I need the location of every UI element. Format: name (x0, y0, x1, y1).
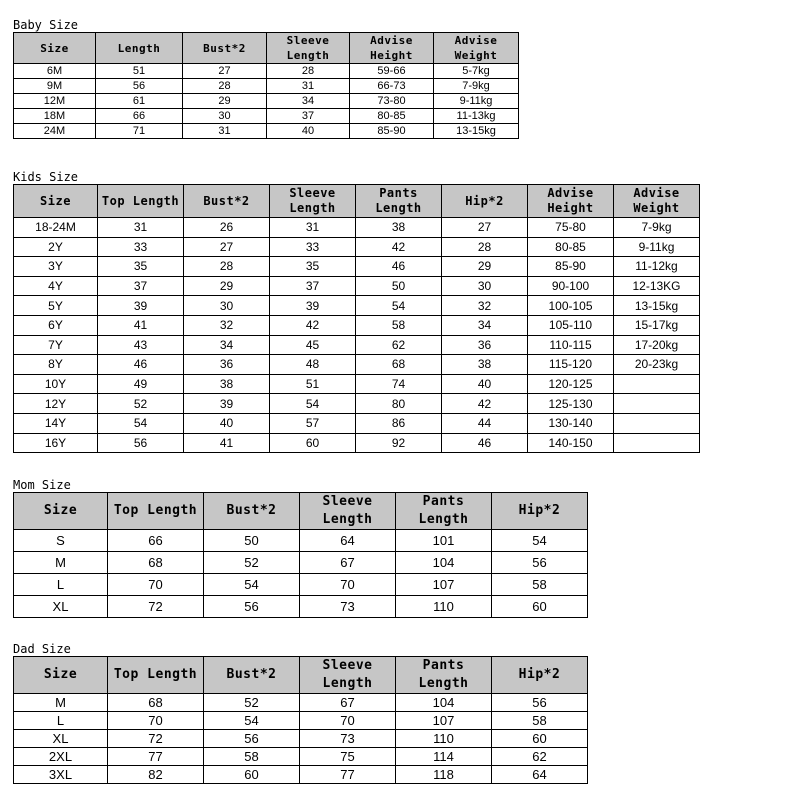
table-cell: 27 (442, 218, 528, 238)
column-header (270, 185, 356, 218)
size-cell: 3Y (14, 257, 98, 277)
column-header (14, 185, 98, 218)
table-cell: 46 (442, 433, 528, 453)
table-cell: 64 (492, 766, 588, 784)
table-cell: 90-100 (528, 276, 614, 296)
table-cell: 85-90 (528, 257, 614, 277)
table-cell: 70 (300, 712, 396, 730)
size-cell: 12M (14, 94, 96, 109)
table-cell: 125-130 (528, 394, 614, 414)
column-header-line: Advise (633, 186, 680, 200)
column-header-line: Hip*2 (518, 667, 561, 682)
table-cell: 34 (267, 94, 350, 109)
column-header-line: Pants (422, 658, 465, 673)
table-cell: 33 (98, 237, 184, 257)
table-cell: 31 (270, 218, 356, 238)
size-cell: 6Y (14, 315, 98, 335)
table-cell: 44 (442, 413, 528, 433)
column-header (14, 33, 96, 64)
column-header-line: Size (40, 193, 71, 208)
table-cell: 27 (183, 64, 267, 79)
table-cell (614, 413, 700, 433)
kids-size-section (13, 170, 700, 453)
table-row (14, 748, 588, 766)
table-cell: 118 (396, 766, 492, 784)
column-header-line: Length (418, 676, 469, 691)
table-cell: 50 (204, 530, 300, 552)
table-cell: 67 (300, 694, 396, 712)
table-cell: 52 (204, 552, 300, 574)
table-cell: 73 (300, 596, 396, 618)
table-cell: 104 (396, 552, 492, 574)
table-cell (614, 433, 700, 453)
table-cell: 9-11kg (434, 94, 519, 109)
size-cell: 10Y (14, 374, 98, 394)
column-header-line: Hip*2 (465, 193, 504, 208)
table-cell: 51 (96, 64, 183, 79)
header-row (14, 493, 588, 530)
table-cell: 64 (300, 530, 396, 552)
table-row (14, 433, 700, 453)
table-row (14, 315, 700, 335)
table-cell: 28 (184, 257, 270, 277)
column-header-line: Advise (547, 186, 594, 200)
table-cell (614, 374, 700, 394)
column-header (350, 33, 434, 64)
table-cell: 70 (300, 574, 396, 596)
size-cell: 16Y (14, 433, 98, 453)
size-cell: 18M (14, 109, 96, 124)
table-cell: 40 (184, 413, 270, 433)
column-header (492, 493, 588, 530)
table-cell: 110-115 (528, 335, 614, 355)
table-cell: 73 (300, 730, 396, 748)
table-cell: 120-125 (528, 374, 614, 394)
column-header-line: Bust*2 (226, 503, 277, 518)
table-cell: 56 (204, 730, 300, 748)
column-header (96, 33, 183, 64)
table-cell: 68 (108, 552, 204, 574)
table-cell: 110 (396, 730, 492, 748)
column-header (492, 657, 588, 694)
column-header (396, 657, 492, 694)
table-cell: 114 (396, 748, 492, 766)
column-header-line: Top Length (101, 193, 180, 208)
table-cell: 54 (204, 712, 300, 730)
table-cell: 52 (98, 394, 184, 414)
table-cell: 77 (108, 748, 204, 766)
table-row (14, 296, 700, 316)
table-cell: 29 (442, 257, 528, 277)
size-cell: 4Y (14, 276, 98, 296)
table-cell: 40 (442, 374, 528, 394)
column-header-line: Weight (633, 201, 680, 215)
column-header-line: Hip*2 (518, 503, 561, 518)
column-header (204, 493, 300, 530)
table-cell: 38 (442, 355, 528, 375)
table-cell: 52 (204, 694, 300, 712)
table-cell: 66 (108, 530, 204, 552)
size-cell: 6M (14, 64, 96, 79)
size-cell: 2Y (14, 237, 98, 257)
table-row (14, 730, 588, 748)
table-cell: 77 (300, 766, 396, 784)
size-cell: XL (14, 596, 108, 618)
table-cell: 13-15kg (614, 296, 700, 316)
table-cell: 72 (108, 596, 204, 618)
table-row (14, 552, 588, 574)
column-header-line: Length (286, 49, 330, 62)
column-header-line: Length (289, 201, 336, 215)
table-cell: 39 (270, 296, 356, 316)
table-row (14, 766, 588, 784)
mom-size-title: Mom Size (13, 478, 71, 492)
table-cell: 12-13KG (614, 276, 700, 296)
baby-size-title: Baby Size (13, 18, 79, 32)
table-cell: 73-80 (350, 94, 434, 109)
table-cell: 56 (98, 433, 184, 453)
table-cell: 30 (183, 109, 267, 124)
table-cell: 42 (442, 394, 528, 414)
table-cell: 68 (108, 694, 204, 712)
size-cell: 3XL (14, 766, 108, 784)
table-cell: 30 (184, 296, 270, 316)
size-cell: 12Y (14, 394, 98, 414)
table-cell: 56 (204, 596, 300, 618)
table-cell: 61 (96, 94, 183, 109)
table-row (14, 394, 700, 414)
table-row (14, 218, 700, 238)
table-row (14, 374, 700, 394)
table-row (14, 530, 588, 552)
table-cell: 80-85 (350, 109, 434, 124)
header-row (14, 657, 588, 694)
column-header-line: Weight (454, 49, 498, 62)
table-cell: 54 (98, 413, 184, 433)
column-header (434, 33, 519, 64)
table-cell: 74 (356, 374, 442, 394)
table-cell: 54 (492, 530, 588, 552)
column-header (396, 493, 492, 530)
table-row (14, 237, 700, 257)
table-cell: 32 (442, 296, 528, 316)
table-cell: 38 (356, 218, 442, 238)
table-cell: 110 (396, 596, 492, 618)
column-header-line: Sleeve (286, 34, 330, 47)
table-cell: 62 (492, 748, 588, 766)
table-cell: 7-9kg (434, 79, 519, 94)
table-row (14, 94, 519, 109)
table-cell: 13-15kg (434, 124, 519, 139)
table-cell: 58 (492, 712, 588, 730)
table-cell: 62 (356, 335, 442, 355)
column-header-line: Bust*2 (226, 667, 277, 682)
table-cell: 54 (270, 394, 356, 414)
baby-size-section (13, 18, 519, 139)
column-header-line: Length (117, 41, 161, 55)
mom-size-table (13, 492, 588, 618)
table-cell: 70 (108, 712, 204, 730)
table-cell: 33 (270, 237, 356, 257)
column-header-line: Sleeve (322, 658, 373, 673)
table-cell: 49 (98, 374, 184, 394)
table-cell: 104 (396, 694, 492, 712)
table-row (14, 109, 519, 124)
column-header-line: Advise (370, 34, 413, 47)
column-header-line: Pants (422, 494, 465, 509)
table-cell: 56 (96, 79, 183, 94)
size-cell: 18-24M (14, 218, 98, 238)
size-cell: L (14, 712, 108, 730)
column-header-line: Bust*2 (203, 41, 246, 55)
column-header (184, 185, 270, 218)
table-cell: 31 (183, 124, 267, 139)
table-cell: 42 (356, 237, 442, 257)
table-cell: 58 (204, 748, 300, 766)
table-cell: 11-12kg (614, 257, 700, 277)
column-header-line: Sleeve (289, 186, 336, 200)
table-cell: 45 (270, 335, 356, 355)
table-cell: 60 (492, 596, 588, 618)
column-header (356, 185, 442, 218)
mom-size-section (13, 478, 588, 618)
column-header (614, 185, 700, 218)
size-cell: 5Y (14, 296, 98, 316)
table-row (14, 712, 588, 730)
column-header-line: Length (322, 512, 373, 527)
table-cell: 80-85 (528, 237, 614, 257)
table-cell: 60 (492, 730, 588, 748)
table-cell: 46 (98, 355, 184, 375)
table-cell: 92 (356, 433, 442, 453)
table-cell: 59-66 (350, 64, 434, 79)
column-header (300, 657, 396, 694)
table-cell: 28 (267, 64, 350, 79)
table-cell: 48 (270, 355, 356, 375)
table-row (14, 335, 700, 355)
table-cell: 29 (184, 276, 270, 296)
table-cell: 105-110 (528, 315, 614, 335)
table-cell: 28 (442, 237, 528, 257)
table-cell: 36 (184, 355, 270, 375)
column-header-line: Top Length (113, 667, 198, 682)
kids-size-table (13, 184, 700, 453)
column-header (14, 657, 108, 694)
table-cell: 60 (270, 433, 356, 453)
table-cell: 7-9kg (614, 218, 700, 238)
table-cell: 75-80 (528, 218, 614, 238)
table-cell: 85-90 (350, 124, 434, 139)
table-cell: 67 (300, 552, 396, 574)
table-cell: 37 (98, 276, 184, 296)
column-header-line: Height (547, 201, 594, 215)
table-cell: 51 (270, 374, 356, 394)
kids-size-title: Kids Size (13, 170, 79, 184)
table-row (14, 276, 700, 296)
column-header (108, 657, 204, 694)
size-cell: 2XL (14, 748, 108, 766)
column-header-line: Size (43, 667, 78, 682)
table-cell: 80 (356, 394, 442, 414)
table-row (14, 257, 700, 277)
table-cell: 58 (492, 574, 588, 596)
dad-size-title: Dad Size (13, 642, 71, 656)
table-cell: 56 (492, 552, 588, 574)
table-cell (614, 394, 700, 414)
dad-size-table (13, 656, 588, 784)
table-cell: 60 (204, 766, 300, 784)
table-cell: 31 (267, 79, 350, 94)
table-cell: 57 (270, 413, 356, 433)
table-cell: 70 (108, 574, 204, 596)
column-header-line: Length (322, 676, 373, 691)
table-cell: 39 (98, 296, 184, 316)
table-cell: 41 (98, 315, 184, 335)
table-row (14, 596, 588, 618)
column-header (267, 33, 350, 64)
column-header (442, 185, 528, 218)
column-header-line: Length (375, 201, 422, 215)
table-row (14, 124, 519, 139)
table-cell: 75 (300, 748, 396, 766)
column-header-line: Length (418, 512, 469, 527)
table-cell: 107 (396, 712, 492, 730)
table-cell: 20-23kg (614, 355, 700, 375)
table-cell: 86 (356, 413, 442, 433)
table-row (14, 574, 588, 596)
table-cell: 28 (183, 79, 267, 94)
table-cell: 38 (184, 374, 270, 394)
column-header (528, 185, 614, 218)
table-cell: 41 (184, 433, 270, 453)
table-cell: 71 (96, 124, 183, 139)
table-cell: 37 (267, 109, 350, 124)
table-cell: 36 (442, 335, 528, 355)
table-cell: 140-150 (528, 433, 614, 453)
column-header (98, 185, 184, 218)
size-cell: 24M (14, 124, 96, 139)
size-cell: 7Y (14, 335, 98, 355)
table-cell: 15-17kg (614, 315, 700, 335)
table-cell: 39 (184, 394, 270, 414)
column-header-line: Bust*2 (203, 193, 250, 208)
dad-size-section (13, 642, 588, 784)
column-header-line: Height (370, 49, 413, 62)
table-cell: 130-140 (528, 413, 614, 433)
table-cell: 27 (184, 237, 270, 257)
column-header-line: Size (43, 503, 78, 518)
table-cell: 29 (183, 94, 267, 109)
table-cell: 32 (184, 315, 270, 335)
table-cell: 101 (396, 530, 492, 552)
column-header (108, 493, 204, 530)
table-cell: 54 (356, 296, 442, 316)
table-cell: 35 (270, 257, 356, 277)
table-row (14, 355, 700, 375)
table-cell: 5-7kg (434, 64, 519, 79)
size-cell: S (14, 530, 108, 552)
table-cell: 11-13kg (434, 109, 519, 124)
table-cell: 17-20kg (614, 335, 700, 355)
header-row (14, 33, 519, 64)
table-cell: 100-105 (528, 296, 614, 316)
column-header-line: Sleeve (322, 494, 373, 509)
table-cell: 42 (270, 315, 356, 335)
table-row (14, 694, 588, 712)
table-cell: 31 (98, 218, 184, 238)
header-row (14, 185, 700, 218)
table-cell: 26 (184, 218, 270, 238)
size-cell: M (14, 552, 108, 574)
column-header (300, 493, 396, 530)
table-cell: 66-73 (350, 79, 434, 94)
table-cell: 43 (98, 335, 184, 355)
column-header-line: Top Length (113, 503, 198, 518)
table-row (14, 413, 700, 433)
size-cell: XL (14, 730, 108, 748)
table-cell: 66 (96, 109, 183, 124)
table-cell: 40 (267, 124, 350, 139)
table-cell: 54 (204, 574, 300, 596)
table-cell: 9-11kg (614, 237, 700, 257)
column-header-line: Pants (379, 186, 418, 200)
table-row (14, 64, 519, 79)
table-row (14, 79, 519, 94)
size-cell: M (14, 694, 108, 712)
table-cell: 50 (356, 276, 442, 296)
size-cell: 14Y (14, 413, 98, 433)
table-cell: 37 (270, 276, 356, 296)
table-cell: 115-120 (528, 355, 614, 375)
column-header (183, 33, 267, 64)
table-cell: 68 (356, 355, 442, 375)
size-cell: L (14, 574, 108, 596)
table-cell: 35 (98, 257, 184, 277)
baby-size-table (13, 32, 519, 139)
table-cell: 72 (108, 730, 204, 748)
table-cell: 46 (356, 257, 442, 277)
table-cell: 34 (184, 335, 270, 355)
size-cell: 8Y (14, 355, 98, 375)
table-cell: 56 (492, 694, 588, 712)
column-header (204, 657, 300, 694)
table-cell: 82 (108, 766, 204, 784)
table-cell: 107 (396, 574, 492, 596)
column-header-line: Advise (454, 34, 498, 47)
table-cell: 30 (442, 276, 528, 296)
column-header-line: Size (40, 41, 69, 55)
table-cell: 34 (442, 315, 528, 335)
column-header (14, 493, 108, 530)
size-cell: 9M (14, 79, 96, 94)
table-cell: 58 (356, 315, 442, 335)
